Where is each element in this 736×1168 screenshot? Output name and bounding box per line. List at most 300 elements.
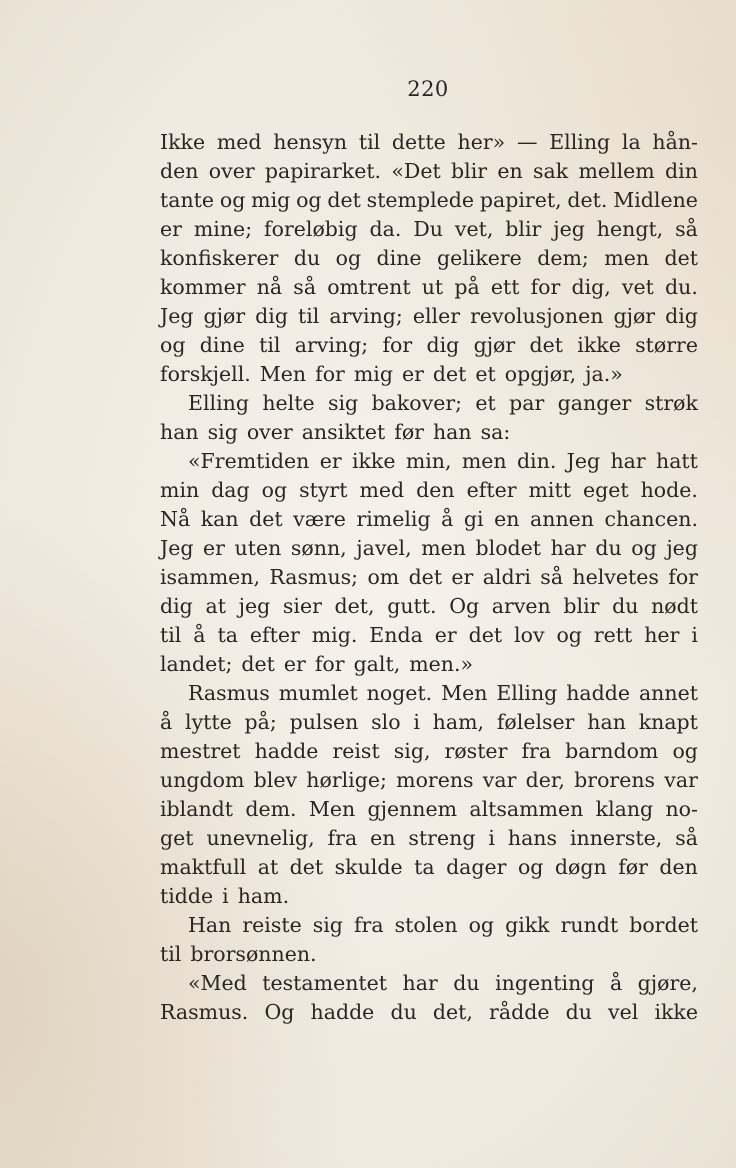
text-line (160, 853, 698, 882)
text-line (160, 621, 698, 650)
word: er (160, 217, 182, 241)
word: testamentet (262, 971, 388, 995)
word: vet (621, 275, 654, 299)
word: det (249, 507, 283, 531)
word: omtrent (327, 275, 411, 299)
word: Men (259, 362, 307, 386)
word: dine (199, 333, 245, 357)
word: Elling (188, 391, 249, 415)
word: Elling (549, 130, 611, 154)
word: være (293, 507, 346, 531)
word: galt, (353, 652, 401, 676)
word: Elling (496, 681, 558, 705)
word: rimelig (356, 507, 431, 531)
word: er (401, 362, 424, 386)
word: fra (521, 739, 552, 763)
word: vel (608, 1000, 639, 1024)
word: iblandt (160, 797, 234, 821)
word: det (408, 565, 443, 589)
word: revolusjonen (470, 304, 604, 328)
word: og (296, 188, 322, 212)
word: reiste (242, 913, 302, 937)
word: og (672, 739, 698, 763)
word: og (556, 623, 582, 647)
text-line (160, 157, 698, 186)
word: fra (353, 913, 384, 937)
word: blev (253, 768, 298, 792)
word: til (160, 623, 182, 647)
word: for (314, 652, 345, 676)
word: brorsønnen. (190, 942, 317, 966)
word: opgjør, (504, 362, 577, 386)
word: landet; (160, 652, 233, 676)
word: og (261, 478, 288, 502)
word: mestret (160, 739, 241, 763)
word: med (216, 130, 262, 154)
word: hans (507, 826, 558, 850)
word: maktfull (160, 855, 247, 879)
word: mitt (528, 478, 571, 502)
word: så (675, 217, 698, 241)
word: for (315, 362, 345, 386)
word: et (475, 391, 496, 415)
text-line (160, 389, 698, 418)
word: min, (405, 449, 452, 473)
word: han (160, 420, 199, 444)
word: og (631, 536, 657, 560)
text-line (160, 650, 698, 679)
text-line (160, 592, 698, 621)
word: er (283, 652, 306, 676)
word: et (475, 362, 496, 386)
word: arven (491, 594, 551, 618)
word: Enda (369, 623, 423, 647)
word: gelikere (436, 246, 522, 270)
word: det (289, 855, 324, 879)
word: konfiskerer (160, 246, 279, 270)
word: så (675, 826, 698, 850)
word: røster (444, 739, 508, 763)
word: Midlene (613, 188, 698, 212)
word: hån- (652, 130, 698, 154)
word: før (618, 855, 648, 879)
word: det (241, 652, 275, 676)
word: ikke (654, 1000, 698, 1024)
word: døgn (554, 855, 607, 879)
word: en (494, 507, 520, 531)
word: til (358, 130, 381, 154)
word: aldri (482, 565, 531, 589)
word: noget. (366, 681, 433, 705)
word: barndom (565, 739, 659, 763)
word: i (222, 884, 229, 908)
text-line (160, 273, 698, 302)
word: har (402, 971, 438, 995)
word: eget (582, 478, 629, 502)
word: ungdom (160, 768, 245, 792)
word: Jeg (566, 449, 601, 473)
word: det (468, 623, 503, 647)
word: til (259, 333, 281, 357)
word: Rasmus. (160, 1000, 249, 1024)
word: rundt (560, 913, 619, 937)
word: til (160, 942, 182, 966)
word: hode. (640, 478, 698, 502)
word: nå (256, 275, 283, 299)
word: ham, (432, 710, 485, 734)
word: blir (451, 159, 488, 183)
word: bakover; (371, 391, 463, 415)
word: knapt (638, 710, 698, 734)
word: i (413, 710, 420, 734)
word: morens (396, 768, 474, 792)
word: hadde (566, 681, 631, 705)
word: du (453, 971, 480, 995)
text-line (160, 708, 698, 737)
word: jeg (238, 594, 271, 618)
word: par (509, 391, 545, 415)
word: efter (466, 478, 517, 502)
word: det, (432, 1000, 473, 1024)
word: mig (353, 362, 393, 386)
word: og (517, 855, 544, 879)
word: at (205, 594, 226, 618)
word: dine (376, 246, 422, 270)
word: han (432, 420, 472, 444)
text-line (160, 737, 698, 766)
word: om (367, 565, 400, 589)
word: dag (211, 478, 250, 502)
word: å (193, 623, 206, 647)
word: for (530, 275, 561, 299)
text-line (160, 998, 698, 1027)
word: var (482, 768, 517, 792)
text-line (160, 244, 698, 273)
word: her» (457, 130, 506, 154)
text-line (160, 563, 698, 592)
word: ganger (557, 391, 632, 415)
word: mellem (578, 159, 655, 183)
word: ansiktet (301, 420, 386, 444)
word: — (516, 130, 538, 154)
word: gjør (473, 333, 516, 357)
text-line (160, 969, 698, 998)
word: eller (412, 304, 461, 328)
word: slo (371, 710, 401, 734)
text-line (160, 128, 698, 157)
word: pulsen (289, 710, 359, 734)
word: her (644, 623, 680, 647)
word: Men (441, 681, 488, 705)
word: sig, (393, 739, 431, 763)
word: er (451, 565, 474, 589)
word: dette (391, 130, 446, 154)
word: og (160, 333, 186, 357)
word: sig (312, 913, 343, 937)
text-line (160, 882, 698, 911)
word: reist (332, 739, 380, 763)
word: brorens (574, 768, 656, 792)
word: ingenting (495, 971, 595, 995)
word: get (160, 826, 194, 850)
word: det. (567, 188, 608, 212)
word: hensyn (273, 130, 348, 154)
word: altsammen (469, 797, 584, 821)
word: jeg (553, 217, 585, 241)
word: lov (514, 623, 545, 647)
word: fra (327, 826, 358, 850)
word: stemplede (366, 188, 475, 212)
word: sak (533, 159, 569, 183)
word: Du (413, 217, 443, 241)
text-line (160, 824, 698, 853)
word: ikke (351, 449, 396, 473)
word: og (219, 188, 246, 212)
word: la (621, 130, 641, 154)
word: innerste, (569, 826, 663, 850)
word: chancen. (604, 507, 698, 531)
word: han (587, 710, 626, 734)
word: vet, (454, 217, 494, 241)
word: på (454, 275, 480, 299)
word: ut (421, 275, 444, 299)
word: stolen (394, 913, 458, 937)
word: mumlet (278, 681, 358, 705)
word: i (488, 826, 495, 850)
text-line (160, 505, 698, 534)
word: uten (234, 536, 282, 560)
word: «Det (391, 159, 441, 183)
word: Ikke (160, 130, 206, 154)
word: dig (160, 594, 193, 618)
word: annet (638, 681, 698, 705)
word: mine; (193, 217, 253, 241)
word: forskjell. (160, 362, 251, 386)
word: en (370, 826, 396, 850)
word: sig (207, 420, 238, 444)
word: ja.» (585, 362, 623, 386)
word: det (432, 362, 467, 386)
word: å (160, 710, 173, 734)
word: over (208, 159, 255, 183)
word: men (421, 536, 466, 560)
word: du (595, 536, 622, 560)
word: ta (414, 855, 435, 879)
word: kommer (160, 275, 246, 299)
word: Han (188, 913, 232, 937)
word: å (441, 507, 454, 531)
word: annen (530, 507, 594, 531)
page-number: 220 (407, 77, 449, 101)
word: min (160, 478, 200, 502)
word: gjøre, (637, 971, 698, 995)
word: var (664, 768, 698, 792)
body-text (160, 128, 698, 1027)
word: bordet (629, 913, 698, 937)
word: dig, (571, 275, 611, 299)
word: men (461, 449, 507, 473)
word: ikke (577, 333, 621, 357)
word: hadde (254, 739, 319, 763)
word: Men (308, 797, 356, 821)
word: du. (665, 275, 698, 299)
word: tante (160, 188, 215, 212)
word: Og (264, 1000, 295, 1024)
word: efter (249, 623, 300, 647)
word: «Med (188, 971, 247, 995)
word: større (635, 333, 698, 357)
word: er (203, 536, 225, 560)
word: du (390, 1000, 417, 1024)
word: sønn, (290, 536, 347, 560)
word: med (359, 478, 405, 502)
word: den (416, 478, 455, 502)
word: din. (516, 449, 557, 473)
word: foreløbig (264, 217, 358, 241)
word: dem; (537, 246, 589, 270)
word: javel, (356, 536, 412, 560)
word: lytte (185, 710, 232, 734)
word: dig (665, 304, 698, 328)
word: Jeg (160, 304, 194, 328)
word: gjør (203, 304, 246, 328)
word: du (293, 246, 321, 270)
word: Rasmus (188, 681, 270, 705)
word: «Fremtiden (188, 449, 310, 473)
word: å (609, 971, 623, 995)
word: du (565, 1000, 592, 1024)
word: gjør (613, 304, 656, 328)
word: gikk (505, 913, 550, 937)
word: sa: (480, 420, 511, 444)
word: skulde (334, 855, 403, 879)
word: klang (595, 797, 654, 821)
word: har (550, 536, 586, 560)
text-line (160, 476, 698, 505)
word: nødt (651, 594, 698, 618)
word: dig (255, 304, 288, 328)
word: tidde (160, 884, 214, 908)
word: strøk (644, 391, 698, 415)
text-line (160, 911, 698, 940)
word: i (691, 623, 698, 647)
word: men.» (409, 652, 474, 676)
word: helte (262, 391, 315, 415)
word: sier (282, 594, 322, 618)
word: men (604, 246, 650, 270)
word: det (664, 246, 698, 270)
word: på; (244, 710, 277, 734)
word: papirarket. (264, 159, 382, 183)
word: dager (446, 855, 507, 879)
word: ett (490, 275, 520, 299)
word: hadde (310, 1000, 375, 1024)
word: før (394, 420, 424, 444)
text-line (160, 447, 698, 476)
word: den (160, 159, 199, 183)
word: arving; (294, 333, 369, 357)
word: kan (200, 507, 239, 531)
text-line (160, 215, 698, 244)
word: for (382, 333, 413, 357)
word: det (529, 333, 563, 357)
word: så (293, 275, 317, 299)
text-line (160, 795, 698, 824)
text-line (160, 766, 698, 795)
word: helvetes (572, 565, 659, 589)
word: til (298, 304, 320, 328)
word: ham. (237, 884, 290, 908)
word: jeg (666, 536, 698, 560)
word: mig (251, 188, 291, 212)
word: din (665, 159, 698, 183)
word: den (659, 855, 698, 879)
text-line (160, 331, 698, 360)
word: så (540, 565, 564, 589)
word: sig (327, 391, 359, 415)
word: streng (408, 826, 476, 850)
text-line (160, 360, 698, 389)
word: følelser (496, 710, 575, 734)
word: blodet (475, 536, 542, 560)
word: er (434, 623, 457, 647)
word: at (257, 855, 279, 879)
word: der, (525, 768, 565, 792)
word: papiret, (479, 188, 562, 212)
word: ta (217, 623, 238, 647)
word: Rasmus; (269, 565, 359, 589)
text-line (160, 679, 698, 708)
text-line (160, 534, 698, 563)
word: gutt. (387, 594, 437, 618)
text-line (160, 186, 698, 215)
word: dig (426, 333, 460, 357)
word: mig. (311, 623, 358, 647)
word: over (246, 420, 293, 444)
word: har (610, 449, 646, 473)
word: er (319, 449, 342, 473)
word: blir (505, 217, 542, 241)
word: det, (334, 594, 375, 618)
word: da. (369, 217, 402, 241)
word: hatt (656, 449, 698, 473)
word: rådde (489, 1000, 550, 1024)
word: dem. (245, 797, 297, 821)
word: og (335, 246, 362, 270)
text-line (160, 302, 698, 331)
word: hørlige; (306, 768, 387, 792)
text-line (160, 940, 698, 969)
word: Og (449, 594, 480, 618)
word: gjennem (367, 797, 458, 821)
word: rett (593, 623, 633, 647)
word: en (497, 159, 523, 183)
word: no- (665, 797, 698, 821)
text-line (160, 418, 698, 447)
word: Jeg (160, 536, 194, 560)
word: Nå (160, 507, 191, 531)
word: unevnelig, (206, 826, 315, 850)
word: for (668, 565, 698, 589)
word: det (327, 188, 361, 212)
word: isammen, (160, 565, 261, 589)
word: blir (563, 594, 600, 618)
word: du (612, 594, 639, 618)
word: hengt, (596, 217, 664, 241)
word: arving; (329, 304, 403, 328)
word: styrt (299, 478, 348, 502)
word: og (468, 913, 495, 937)
